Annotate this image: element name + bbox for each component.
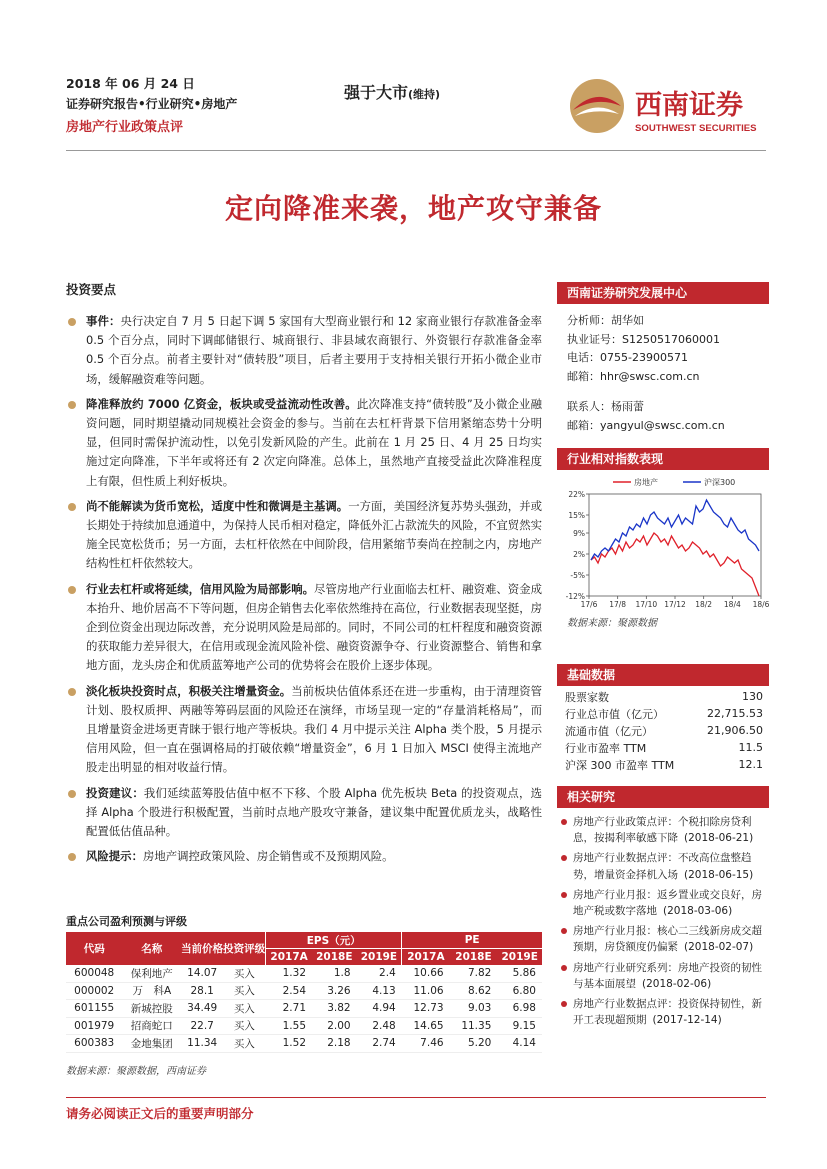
- bullet-heading: 风险提示：: [86, 849, 143, 864]
- bullet-heading: 投资建议：: [86, 785, 144, 800]
- table-cell: 34.49: [181, 1000, 223, 1018]
- related-item[interactable]: [557, 814, 769, 846]
- contact-name: 联系人：杨雨蕾: [567, 400, 644, 413]
- related-text: 房地产行业月报：核心二三线新房成交超预期，房贷额度仍偏紧: [573, 925, 762, 954]
- table-cell: 6.98: [497, 1000, 542, 1018]
- y-tick-label: -12%: [565, 592, 585, 601]
- analyst-email[interactable]: 邮箱：hhr@swsc.com.cn: [567, 369, 700, 383]
- x-tick-label: 17/12: [664, 600, 686, 609]
- related-item[interactable]: [557, 850, 769, 882]
- table-cell: 1.32: [266, 965, 312, 982]
- table-cell: 1.8: [312, 965, 357, 982]
- x-tick-label: 17/6: [580, 600, 598, 609]
- bullet-heading: 事件：: [86, 314, 121, 328]
- report-date: 2018 年 06 月 24 日: [66, 76, 195, 91]
- basic-data-row: [557, 705, 769, 722]
- table-row: [66, 1000, 542, 1018]
- related-list: [557, 814, 769, 1028]
- forecast-title: 重点公司盈利预测与评级: [66, 915, 187, 928]
- bullet-heading: 行业去杠杆或将延续，信用风险为局部影响。: [86, 581, 314, 596]
- table-cell: 9.15: [497, 1017, 542, 1035]
- table-cell: 2.18: [312, 1035, 357, 1053]
- table-cell: 7.46: [402, 1035, 450, 1053]
- table-cell: 22.7: [181, 1017, 223, 1035]
- table-cell: 2.71: [266, 1000, 312, 1018]
- year-header: 2019E: [497, 949, 542, 966]
- table-cell: 001979: [66, 1017, 122, 1035]
- table-cell: 2.4: [357, 965, 402, 982]
- bullet-text: 央行决定自 7 月 5 日起下调 5 家国有大型商业银行和 12 家商业银行存款准备金率 0.5 个百分点，同时下调邮储银行、城商银行、非县域农商银行、外资银行存款准备金率 0.5 个百分点。前者主要针对“债转股”项目，后者主要用于支持相关银行开拓小微企业市场，缓解融资难等问题。: [86, 314, 542, 386]
- report-category: 证券研究报告•行业研究•房地产: [66, 97, 238, 111]
- table-cell: 2.74: [357, 1035, 402, 1053]
- table-cell: 10.66: [402, 965, 450, 982]
- col-price: 当前价格: [181, 932, 223, 965]
- related-item[interactable]: [557, 960, 769, 992]
- basic-value: 21,906.50: [707, 724, 763, 737]
- basic-data-row: [557, 722, 769, 739]
- related-date: (2018-03-06): [663, 905, 733, 918]
- forecast-table: [66, 932, 542, 1053]
- x-tick-label: 17/8: [609, 600, 627, 609]
- table-cell: 14.65: [402, 1017, 450, 1035]
- col-code: 代码: [66, 932, 122, 965]
- bullet-text: 我们延续蓝筹股估值中枢不下移、个股 Alpha 优先板块 Beta 的投资观点，选择 Alpha 个股进行积极配置，当前时点地产股攻守兼备，建议集中配置优质龙头，战略性配置低估值品种。: [86, 785, 542, 839]
- rating-sub: (维持): [408, 88, 441, 101]
- table-cell: 11.34: [181, 1035, 223, 1053]
- bullet-text: 一方面，美国经济复苏势头强劲，并或长期处于持续加息通道中，为保持人民币相对稳定，降低外汇占款流失的风险，不宜贸然实施全民宽松货币；另一方面，去杠杆依然在中间阶段，信用紧缩节奏尚在控制之内，房地产结构性杠杆依然较大。: [86, 498, 542, 571]
- series-line-0: [591, 533, 759, 596]
- table-cell: 4.14: [497, 1035, 542, 1053]
- section-title: 投资要点: [66, 282, 117, 297]
- y-tick-label: -5%: [570, 571, 585, 580]
- table-cell: 9.03: [450, 1000, 498, 1018]
- table-cell: 14.07: [181, 965, 223, 982]
- table-cell: 600383: [66, 1035, 122, 1053]
- table-cell: 3.26: [312, 982, 357, 1000]
- y-tick-label: 22%: [568, 490, 585, 499]
- table-cell: 3.82: [312, 1000, 357, 1018]
- table-cell: 2.54: [266, 982, 312, 1000]
- table-cell: 1.52: [266, 1035, 312, 1053]
- bullet-text: 此次降准支持“债转股”及小微企业融资问题，同时期望撬动同规模社会资金的参与。当前在去杠杆背景下信用紧缩态势十分明显，但同时需保护流动性，以免引发新风险的产生。此前在 1 月 25 日、4 月 25 日均实施过定向降准，下半年或将还有 2 次定向降准。总体上，虽然地产直接受益此次降准程度上有限，但性质上利好板块。: [86, 396, 542, 488]
- basic-data-row: [557, 739, 769, 756]
- forecast-source: 数据来源：聚源数据，西南证券: [66, 1066, 206, 1077]
- table-cell: 5.20: [450, 1035, 498, 1053]
- bullet-heading: 尚不能解读为货币宽松，适度中性和微调是主基调。: [86, 498, 349, 513]
- basic-data-section: [557, 664, 769, 773]
- chart-source: 数据来源：聚源数据: [567, 618, 657, 629]
- related-item[interactable]: [557, 887, 769, 919]
- related-item[interactable]: [557, 996, 769, 1028]
- analyst-license: 执业证号：S1250517060001: [567, 332, 720, 346]
- basic-value: 12.1: [738, 758, 763, 771]
- table-cell: 买入: [223, 1035, 266, 1053]
- bullet-item: [66, 497, 542, 574]
- table-cell: 600048: [66, 965, 122, 982]
- table-cell: 7.82: [450, 965, 498, 982]
- table-cell: 2.00: [312, 1017, 357, 1035]
- table-cell: 8.62: [450, 982, 498, 1000]
- bullet-text: 房地产调控政策风险、房企销售或不及预期风险。: [142, 849, 394, 864]
- table-cell: 买入: [223, 965, 266, 982]
- center-title: 西南证券研究发展中心: [557, 282, 769, 304]
- basic-data-row: [557, 756, 769, 773]
- basic-value: 22,715.53: [707, 707, 763, 720]
- table-cell: 12.73: [402, 1000, 450, 1018]
- col-pe: PE: [402, 932, 542, 949]
- logo-en: SOUTHWEST SECURITIES: [635, 123, 757, 134]
- chart-title: 行业相对指数表现: [557, 448, 769, 470]
- company-logo: [567, 76, 767, 138]
- bullet-item: [66, 847, 542, 866]
- basic-label: 股票家数: [565, 690, 609, 704]
- table-cell: 招商蛇口: [122, 1017, 181, 1035]
- related-title: 相关研究: [557, 786, 769, 808]
- legend-label: 房地产: [634, 478, 658, 487]
- basic-value: 130: [742, 690, 763, 703]
- analyst-name: 分析师：胡华如: [567, 314, 644, 327]
- table-cell: 11.35: [450, 1017, 498, 1035]
- year-header: 2019E: [357, 949, 402, 966]
- year-header: 2017A: [402, 949, 450, 966]
- x-tick-label: 18/6: [752, 600, 769, 609]
- table-row: [66, 1017, 542, 1035]
- year-header: 2018E: [312, 949, 357, 966]
- table-cell: 保利地产: [122, 965, 181, 982]
- bullet-item: [66, 682, 542, 778]
- table-cell: 601155: [66, 1000, 122, 1018]
- related-text: 房地产行业研究系列：房地产投资的韧性与基本面展望: [573, 961, 762, 990]
- table-cell: 新城控股: [122, 1000, 181, 1018]
- related-text: 房地产行业数据点评：不改高位盘整趋势，增量资金择机入场: [573, 852, 752, 881]
- x-tick-label: 18/4: [723, 600, 741, 609]
- bullet-item: [66, 784, 542, 842]
- logo-emblem-icon: [567, 76, 767, 138]
- table-cell: 28.1: [181, 982, 223, 1000]
- sidebar: [557, 282, 769, 435]
- table-row: [66, 982, 542, 1000]
- table-cell: 金地集团: [122, 1035, 181, 1053]
- table-cell: 万 科A: [122, 982, 181, 1000]
- bullet-item: [66, 580, 542, 676]
- basic-label: 行业市盈率 TTM: [565, 741, 647, 755]
- report-title: 定向降准来袭，地产攻守兼备: [224, 192, 602, 225]
- related-date: (2017-12-14): [652, 1014, 722, 1027]
- year-header: 2017A: [266, 949, 312, 966]
- logo-cn: 西南证券: [635, 90, 743, 121]
- table-row: [66, 1035, 542, 1053]
- basic-title: 基础数据: [557, 664, 769, 686]
- table-cell: 5.86: [497, 965, 542, 982]
- bullet-heading: 降准释放约 7000 亿资金，板块或受益流动性改善。: [86, 396, 357, 411]
- basic-label: 行业总市值（亿元）: [565, 707, 664, 721]
- bullet-heading: 淡化板块投资时点，积极关注增量资金。: [86, 683, 292, 698]
- related-date: (2018-06-15): [684, 868, 754, 881]
- basic-label: 流通市值（亿元）: [565, 724, 653, 738]
- table-cell: 买入: [223, 1000, 266, 1018]
- footer-divider: [66, 1097, 766, 1098]
- bullet-list: [66, 312, 542, 866]
- table-cell: 买入: [223, 982, 266, 1000]
- basic-data-row: [557, 688, 769, 705]
- basic-value: 11.5: [738, 741, 763, 754]
- related-date: (2018-02-07): [684, 941, 754, 954]
- industry-rating: [344, 80, 440, 103]
- bullet-item: [66, 312, 542, 389]
- related-text: 房地产行业政策点评：个税扣除房贷利息，按揭利率敏感下降: [573, 816, 752, 845]
- y-tick-label: 15%: [568, 511, 585, 520]
- bullet-item: [66, 395, 542, 491]
- year-header: 2018E: [450, 949, 498, 966]
- col-name: 名称: [122, 932, 181, 965]
- y-tick-label: 9%: [573, 529, 585, 538]
- contact-email[interactable]: 邮箱：yangyul@swsc.com.cn: [567, 418, 725, 432]
- table-row: [66, 965, 542, 982]
- analyst-phone: 电话：0755-23900571: [567, 351, 688, 364]
- table-cell: 买入: [223, 1017, 266, 1035]
- rating-main: 强于大市: [344, 83, 409, 102]
- related-research-section: [557, 786, 769, 1032]
- legend-label: 沪深300: [704, 478, 736, 487]
- col-eps: EPS（元）: [266, 932, 402, 949]
- relative-index-chart: [557, 470, 769, 610]
- table-cell: 4.13: [357, 982, 402, 1000]
- table-cell: 2.48: [357, 1017, 402, 1035]
- footer-disclaimer: 请务必阅读正文后的重要声明部分: [66, 1106, 254, 1121]
- related-text: 房地产行业数据点评：投资保持韧性，新开工表现超预期: [573, 998, 762, 1027]
- table-cell: 6.80: [497, 982, 542, 1000]
- table-cell: 000002: [66, 982, 122, 1000]
- y-tick-label: 2%: [573, 550, 585, 559]
- plot-frame: [589, 494, 761, 596]
- basic-data-table: [557, 688, 769, 773]
- bullet-text: 尽管房地产行业面临去杠杆、融资难、资金成本抬升、地价居高不下等问题，但房企销售去化率依然维持在高位，行业数据表现坚挺，房企到位资金出现边际改善，充分说明风险是局部的。同时，不同公司的杠杆程度和融资资源的获取能力差异很大，在信用或现金流风险补偿、融资资源争夺、行业资源整合、销售和拿地方面，龙头房企和优质蓝筹地产公司的优势将会在股价上逐步体现。: [86, 581, 542, 673]
- table-cell: 1.55: [266, 1017, 312, 1035]
- related-date: (2018-02-06): [642, 977, 712, 990]
- related-text: 房地产行业月报：返乡置业或交良好，房地产税或数字落地: [573, 888, 762, 918]
- related-date: (2018-06-21): [684, 832, 754, 845]
- x-tick-label: 18/2: [695, 600, 713, 609]
- related-item[interactable]: [557, 923, 769, 955]
- table-cell: 4.94: [357, 1000, 402, 1018]
- investment-points: [66, 280, 542, 872]
- x-tick-label: 17/10: [635, 600, 658, 609]
- table-cell: 11.06: [402, 982, 450, 1000]
- basic-label: 沪深 300 市盈率 TTM: [565, 758, 675, 772]
- col-rating: 投资评级: [223, 932, 266, 965]
- relative-index-section: [557, 448, 769, 629]
- bullet-text: 当前板块估值体系还在进一步重构，由于清理资管计划、股权质押、两融等筹码层面的风险还在演绎，市场呈现一定的“存量消耗格局”，而且增量资金进场更青睐于银行地产等板块。我们 4 月中提示关注 Alpha 类个股，5 月提示信用风险，但一直在强调格局的打破依赖“增量资金”，6 月 1 日加入 MSCI 使得主流地产股走出明显的相对收益行情。: [86, 683, 542, 775]
- header-divider: [66, 150, 766, 151]
- report-subtitle: 房地产行业政策点评: [66, 120, 184, 135]
